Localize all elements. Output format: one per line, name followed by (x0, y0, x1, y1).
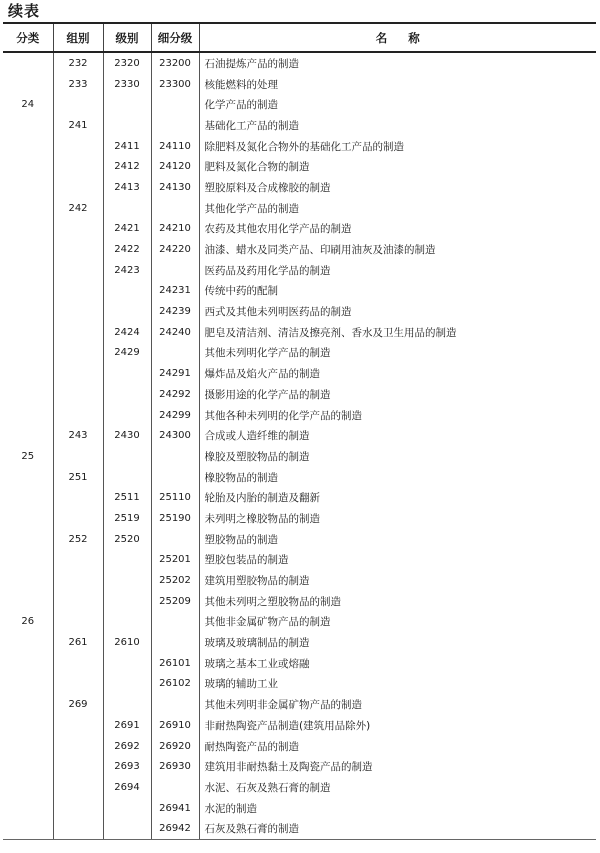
cell-subclass: 24240 (151, 322, 199, 343)
cell-category (3, 632, 53, 653)
table-row (3, 570, 596, 591)
cell-category: 24 (21, 99, 35, 111)
cell-subclass (151, 94, 199, 115)
table-row (3, 632, 596, 653)
cell-class: 2430 (103, 425, 151, 446)
cell-name: 水泥、石灰及熟石膏的制造 (199, 777, 596, 798)
cell-group (53, 219, 103, 240)
cell-category (3, 467, 53, 488)
cell-subclass (151, 115, 199, 136)
cell-subclass: 24239 (151, 301, 199, 322)
cell-category (3, 674, 53, 695)
cell-name: 塑胶物品的制造 (199, 529, 596, 550)
cell-category (3, 777, 53, 798)
cell-subclass: 23200 (151, 52, 199, 74)
header-name (199, 23, 596, 52)
cell-subclass: 23300 (151, 74, 199, 95)
cell-subclass: 25110 (151, 487, 199, 508)
cell-class (103, 94, 151, 115)
table-row (3, 177, 596, 198)
table-row (3, 446, 596, 467)
cell-group (53, 384, 103, 405)
cell-class: 2610 (103, 632, 151, 653)
cell-subclass: 24210 (151, 219, 199, 240)
cell-category (3, 260, 53, 281)
cell-subclass: 24291 (151, 363, 199, 384)
cell-category: 26 (21, 616, 35, 628)
cell-name: 其他非金属矿物产品的制造 (199, 612, 596, 633)
cell-category (3, 177, 53, 198)
cell-category (3, 405, 53, 426)
cell-category (3, 343, 53, 364)
cell-group (53, 674, 103, 695)
cell-group (53, 653, 103, 674)
table-row (3, 777, 596, 798)
cell-name: 其他未列明化学产品的制造 (199, 343, 596, 364)
cell-class (103, 591, 151, 612)
cell-category (3, 219, 53, 240)
cell-name: 爆炸品及焰火产品的制造 (199, 363, 596, 384)
cell-class (103, 281, 151, 302)
cell-class (103, 363, 151, 384)
cell-group: 251 (53, 467, 103, 488)
cell-class (103, 798, 151, 819)
cell-category (3, 550, 53, 571)
table-caption: 续表 (8, 2, 41, 20)
cell-group (53, 756, 103, 777)
header-class: 级别 (103, 23, 151, 52)
table-row (3, 260, 596, 281)
cell-class: 2412 (103, 156, 151, 177)
cell-name: 石油提炼产品的制造 (199, 52, 596, 74)
table-row (3, 550, 596, 571)
cell-name: 其他未列明非金属矿物产品的制造 (199, 694, 596, 715)
cell-group: 233 (53, 74, 103, 95)
cell-subclass (151, 260, 199, 281)
cell-subclass: 26941 (151, 798, 199, 819)
cell-subclass (151, 529, 199, 550)
cell-category (3, 136, 53, 157)
cell-group (53, 363, 103, 384)
cell-name: 轮胎及内胎的制造及翻新 (199, 487, 596, 508)
cell-group: 243 (53, 425, 103, 446)
header-subclass: 细分级 (151, 23, 199, 52)
cell-subclass: 25190 (151, 508, 199, 529)
cell-category (3, 818, 53, 839)
cell-subclass: 26910 (151, 715, 199, 736)
table-row (3, 425, 596, 446)
cell-name: 玻璃及玻璃制品的制造 (199, 632, 596, 653)
table-body (3, 52, 596, 840)
cell-class (103, 405, 151, 426)
table-row (3, 52, 596, 74)
cell-class: 2320 (103, 52, 151, 74)
cell-name: 油漆、蜡水及同类产品、印刷用油灰及油漆的制造 (199, 239, 596, 260)
cell-class: 2424 (103, 322, 151, 343)
cell-subclass: 24130 (151, 177, 199, 198)
cell-group (53, 301, 103, 322)
table-row (3, 322, 596, 343)
table-row (3, 756, 596, 777)
cell-category (3, 156, 53, 177)
classification-table (3, 22, 596, 840)
cell-name: 橡胶及塑胶物品的制造 (199, 446, 596, 467)
cell-category (3, 115, 53, 136)
table-row (3, 674, 596, 695)
cell-name: 医药品及药用化学品的制造 (199, 260, 596, 281)
cell-group (53, 550, 103, 571)
cell-name: 塑胶原料及合成橡胶的制造 (199, 177, 596, 198)
cell-category (3, 756, 53, 777)
cell-name: 耐热陶瓷产品的制造 (199, 736, 596, 757)
table-row (3, 156, 596, 177)
table-row (3, 115, 596, 136)
cell-group (53, 343, 103, 364)
cell-name: 农药及其他农用化学产品的制造 (199, 219, 596, 240)
table-row (3, 736, 596, 757)
cell-subclass: 24300 (151, 425, 199, 446)
table-row (3, 343, 596, 364)
cell-class: 2694 (103, 777, 151, 798)
cell-name: 传统中药的配制 (199, 281, 596, 302)
cell-class: 2413 (103, 177, 151, 198)
cell-category (3, 301, 53, 322)
cell-name: 肥料及氮化合物的制造 (199, 156, 596, 177)
cell-name: 玻璃之基本工业或熔融 (199, 653, 596, 674)
cell-name: 其他化学产品的制造 (199, 198, 596, 219)
cell-category (3, 694, 53, 715)
cell-category (3, 384, 53, 405)
cell-subclass (151, 343, 199, 364)
cell-subclass: 25209 (151, 591, 199, 612)
cell-subclass: 24220 (151, 239, 199, 260)
cell-class: 2691 (103, 715, 151, 736)
cell-group (53, 818, 103, 839)
cell-category (3, 281, 53, 302)
cell-group: 232 (53, 52, 103, 74)
cell-group (53, 591, 103, 612)
cell-name: 化学产品的制造 (199, 94, 596, 115)
cell-group (53, 260, 103, 281)
table-row (3, 281, 596, 302)
cell-group: 269 (53, 694, 103, 715)
cell-subclass: 26942 (151, 818, 199, 839)
cell-class (103, 612, 151, 633)
cell-name: 其他各种未列明的化学产品的制造 (199, 405, 596, 426)
cell-group: 261 (53, 632, 103, 653)
table-row (3, 94, 596, 115)
cell-class (103, 384, 151, 405)
cell-class (103, 694, 151, 715)
cell-name: 建筑用非耐热黏土及陶瓷产品的制造 (199, 756, 596, 777)
cell-class: 2511 (103, 487, 151, 508)
table-row (3, 694, 596, 715)
cell-group (53, 736, 103, 757)
cell-group (53, 570, 103, 591)
cell-category (3, 798, 53, 819)
cell-group (53, 798, 103, 819)
cell-name: 肥皂及清洁剂、清洁及擦亮剂、香水及卫生用品的制造 (199, 322, 596, 343)
cell-category (3, 487, 53, 508)
table-row (3, 136, 596, 157)
cell-subclass (151, 632, 199, 653)
cell-name: 摄影用途的化学产品的制造 (199, 384, 596, 405)
cell-subclass: 24292 (151, 384, 199, 405)
cell-group: 242 (53, 198, 103, 219)
table-row (3, 74, 596, 95)
cell-name: 合成或人造纤维的制造 (199, 425, 596, 446)
cell-category (3, 591, 53, 612)
cell-class (103, 550, 151, 571)
table-row (3, 405, 596, 426)
cell-name: 核能燃料的处理 (199, 74, 596, 95)
table-row (3, 301, 596, 322)
cell-name: 橡胶物品的制造 (199, 467, 596, 488)
cell-category (3, 736, 53, 757)
cell-name: 塑胶包装品的制造 (199, 550, 596, 571)
header-group: 组别 (53, 23, 103, 52)
cell-group (53, 508, 103, 529)
cell-subclass: 24231 (151, 281, 199, 302)
table-row (3, 467, 596, 488)
cell-name: 未列明之橡胶物品的制造 (199, 508, 596, 529)
table-row (3, 715, 596, 736)
cell-class: 2519 (103, 508, 151, 529)
cell-group: 252 (53, 529, 103, 550)
table-row (3, 363, 596, 384)
cell-category (3, 529, 53, 550)
cell-class (103, 446, 151, 467)
cell-class: 2520 (103, 529, 151, 550)
cell-group (53, 405, 103, 426)
cell-class: 2422 (103, 239, 151, 260)
cell-subclass: 26930 (151, 756, 199, 777)
table-row (3, 508, 596, 529)
cell-subclass (151, 694, 199, 715)
table-row (3, 818, 596, 839)
cell-category (3, 653, 53, 674)
cell-class (103, 570, 151, 591)
cell-class: 2330 (103, 74, 151, 95)
cell-name: 西式及其他未列明医药品的制造 (199, 301, 596, 322)
cell-group (53, 94, 103, 115)
table-row (3, 198, 596, 219)
cell-class: 2421 (103, 219, 151, 240)
cell-group (53, 281, 103, 302)
cell-class (103, 653, 151, 674)
cell-category (3, 508, 53, 529)
cell-subclass: 25202 (151, 570, 199, 591)
cell-class (103, 301, 151, 322)
header-name-label: 名 称 (375, 30, 420, 45)
cell-category (3, 570, 53, 591)
cell-subclass (151, 467, 199, 488)
cell-subclass: 25201 (151, 550, 199, 571)
cell-class: 2423 (103, 260, 151, 281)
table-row (3, 612, 596, 633)
cell-class (103, 674, 151, 695)
cell-group (53, 177, 103, 198)
cell-name: 建筑用塑胶物品的制造 (199, 570, 596, 591)
cell-category: 25 (21, 450, 35, 462)
table-header-row (3, 23, 596, 52)
cell-subclass: 24120 (151, 156, 199, 177)
table-row (3, 798, 596, 819)
cell-group (53, 136, 103, 157)
cell-class: 2429 (103, 343, 151, 364)
table-row (3, 591, 596, 612)
cell-group (53, 487, 103, 508)
cell-group (53, 239, 103, 260)
cell-subclass (151, 446, 199, 467)
table-row (3, 529, 596, 550)
cell-class: 2693 (103, 756, 151, 777)
cell-group (53, 446, 103, 467)
cell-subclass: 24299 (151, 405, 199, 426)
cell-name: 非耐热陶瓷产品制造(建筑用品除外) (199, 715, 596, 736)
cell-subclass (151, 612, 199, 633)
cell-name: 除肥料及氮化合物外的基础化工产品的制造 (199, 136, 596, 157)
cell-group (53, 777, 103, 798)
cell-subclass: 26102 (151, 674, 199, 695)
cell-class (103, 115, 151, 136)
cell-name: 水泥的制造 (199, 798, 596, 819)
cell-group (53, 715, 103, 736)
cell-subclass: 24110 (151, 136, 199, 157)
cell-name: 其他未列明之塑胶物品的制造 (199, 591, 596, 612)
cell-name: 基础化工产品的制造 (199, 115, 596, 136)
cell-class (103, 467, 151, 488)
cell-class (103, 818, 151, 839)
cell-category (3, 322, 53, 343)
table-row (3, 239, 596, 260)
cell-category (3, 52, 53, 74)
cell-category (3, 74, 53, 95)
cell-group (53, 156, 103, 177)
cell-subclass: 26101 (151, 653, 199, 674)
cell-group (53, 612, 103, 633)
cell-category (3, 715, 53, 736)
cell-class: 2692 (103, 736, 151, 757)
table-row (3, 384, 596, 405)
cell-subclass (151, 777, 199, 798)
cell-category (3, 198, 53, 219)
table-row (3, 219, 596, 240)
cell-subclass (151, 198, 199, 219)
cell-subclass: 26920 (151, 736, 199, 757)
cell-group: 241 (53, 115, 103, 136)
cell-category (3, 239, 53, 260)
cell-name: 石灰及熟石膏的制造 (199, 818, 596, 839)
cell-class: 2411 (103, 136, 151, 157)
cell-category (3, 363, 53, 384)
cell-group (53, 322, 103, 343)
header-category: 分类 (3, 23, 53, 52)
table-row (3, 653, 596, 674)
cell-class (103, 198, 151, 219)
table-row (3, 487, 596, 508)
cell-category (3, 425, 53, 446)
cell-name: 玻璃的辅助工业 (199, 674, 596, 695)
